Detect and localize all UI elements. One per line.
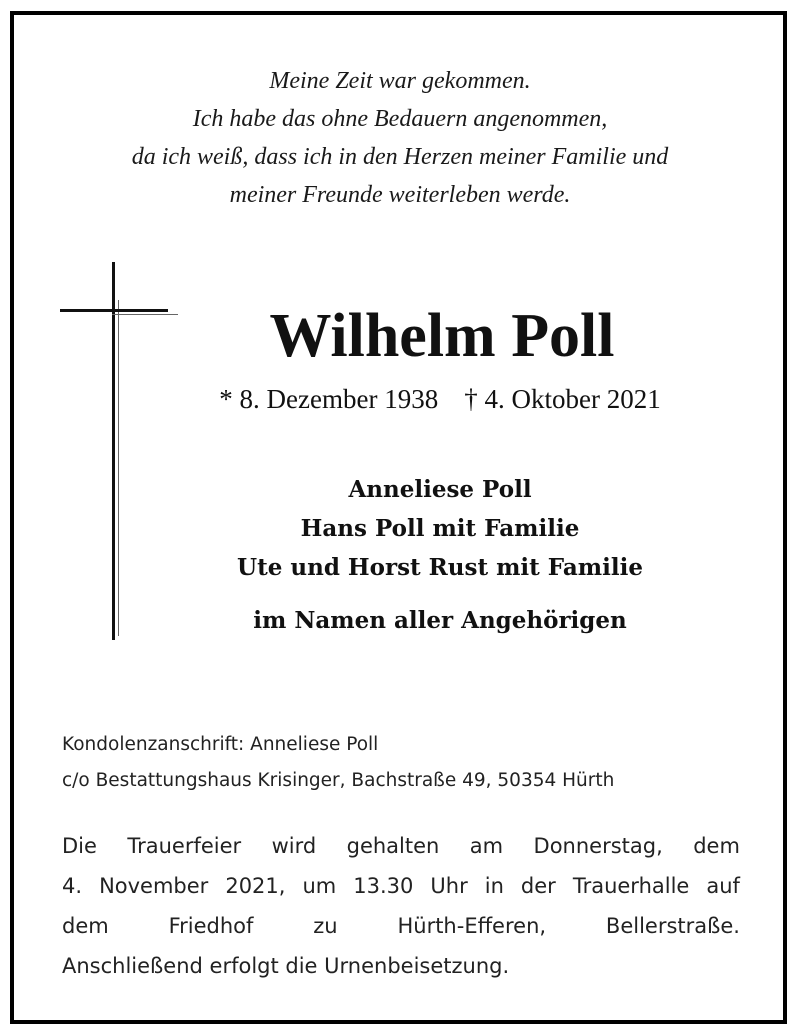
word: Bellerstraße. — [605, 914, 740, 938]
poem — [0, 62, 800, 214]
word: dem — [62, 914, 109, 938]
cross-horizontal-shadow — [112, 314, 178, 315]
family-line: Anneliese Poll — [348, 476, 532, 503]
word: wird — [271, 834, 317, 858]
poem-line: Meine Zeit war gekommen. — [269, 68, 531, 94]
condolence-line: Kondolenzanschrift: Anneliese Poll — [62, 734, 379, 755]
family-closing: im Namen aller Angehörigen — [253, 607, 627, 634]
word: November — [99, 874, 209, 898]
poem-line: Ich habe das ohne Bedauern angenommen, — [192, 106, 608, 132]
poem-line: da ich weiß, dass ich in den Herzen meiner Familie und — [131, 144, 669, 170]
family-line: Hans Poll mit Familie — [300, 515, 580, 542]
cross-vertical-bar — [112, 262, 115, 640]
word: Trauerfeier — [127, 834, 242, 858]
cross-vertical-shadow — [118, 300, 119, 636]
poem-line: meiner Freunde weiterleben werde. — [229, 182, 571, 208]
deceased-name: Wilhelm Poll — [269, 302, 615, 370]
death-date: † 4. Oktober 2021 — [464, 384, 661, 414]
word: Uhr — [430, 874, 468, 898]
birth-date: * 8. Dezember 1938 — [219, 384, 439, 414]
word: 13.30 — [353, 874, 414, 898]
word: auf — [706, 874, 740, 898]
word: dem — [693, 834, 740, 858]
service-line-2 — [62, 866, 740, 906]
word: 2021, — [225, 874, 286, 898]
word: gehalten — [346, 834, 440, 858]
word: der — [520, 874, 556, 898]
word: um — [302, 874, 337, 898]
word: Trauerhalle — [572, 874, 690, 898]
condolence-line: c/o Bestattungshaus Krisinger, Bachstraße 49, 50354 Hürth — [62, 770, 615, 791]
funeral-service-info — [62, 826, 740, 986]
service-line-4: Anschließend erfolgt die Urnenbeisetzung. — [62, 954, 510, 978]
word: am — [469, 834, 504, 858]
word: zu — [313, 914, 338, 938]
family-line: Ute und Horst Rust mit Familie — [237, 554, 643, 581]
service-line-3 — [62, 906, 740, 946]
word: 4. — [62, 874, 83, 898]
life-dates — [160, 381, 720, 417]
word: Die — [62, 834, 97, 858]
word: Donnerstag, — [533, 834, 663, 858]
service-line-1 — [62, 826, 740, 866]
cross-horizontal-bar — [60, 309, 168, 312]
word: Hürth-Efferen, — [397, 914, 547, 938]
condolence-address — [62, 727, 614, 799]
word: in — [484, 874, 504, 898]
word: Friedhof — [168, 914, 254, 938]
family-signatories — [160, 470, 720, 640]
